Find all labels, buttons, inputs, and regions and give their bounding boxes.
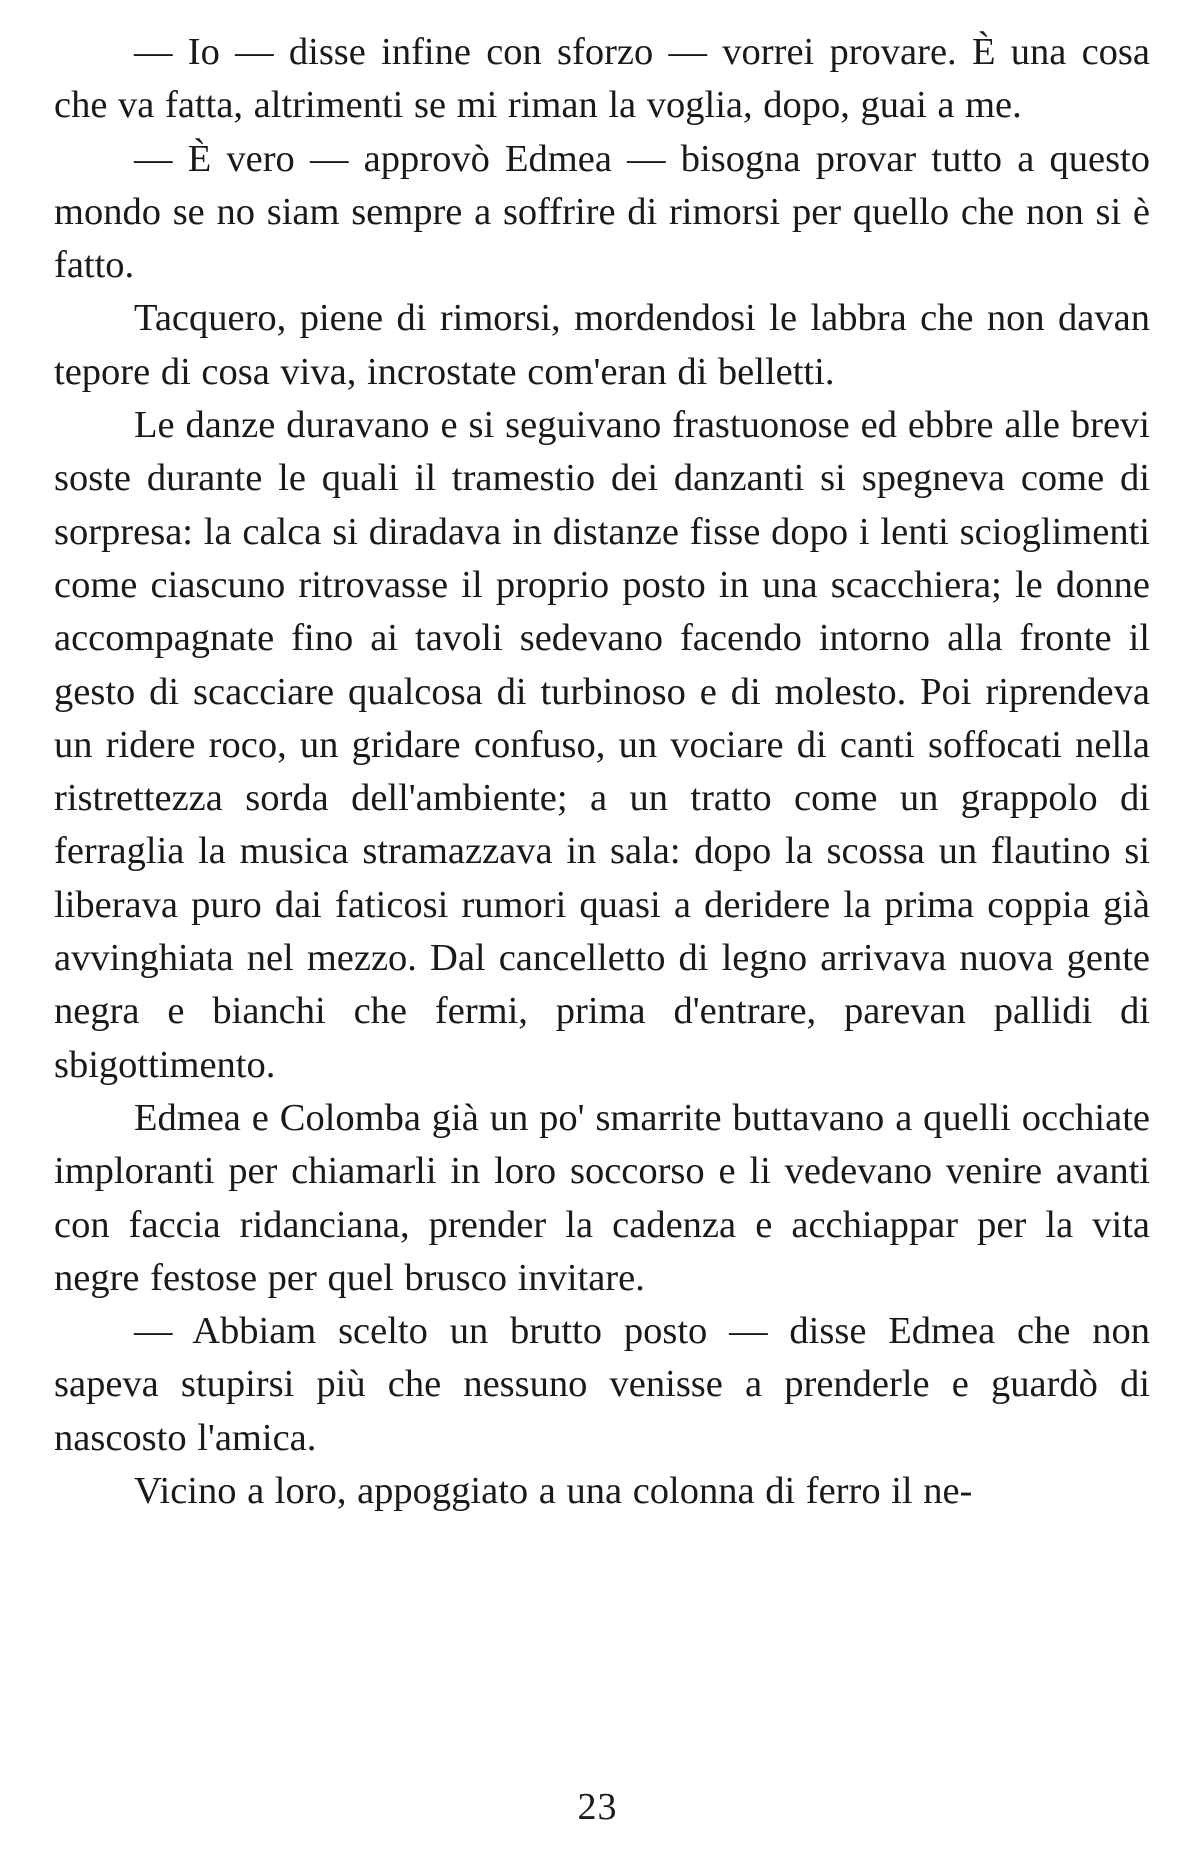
paragraph-danze: Le danze duravano e si seguivano frastuonose ed ebbre alle brevi soste durante le quali il tramestio dei danzanti si spegneva come di sorpresa: la calca si diradava in distanze fisse dopo i lenti scioglimenti come ciascuno ritrovasse il proprio posto in una scacchiera; le donne accompagnate fino ai tavoli sedevano facendo intorno alla fronte il gesto di scacciare qualcosa di turbinoso e di molesto. Poi riprendeva un ridere roco, un gridare confuso, un vociare di canti soffocati nella ristrettezza sorda dell'ambiente; a un tratto come un grappolo di ferraglia la musica stramazzava in sala: dopo la scossa un flautino si liberava puro dai faticosi rumori quasi a deridere la prima coppia già avvinghiata nel mezzo. Dal cancelletto di legno arrivava nuova gente negra e bianchi che fermi, prima d'entrare, parevan pallidi di sbigottimento.	[54, 404, 1150, 1086]
paragraph-dialogue-edmea: — È vero — approvò Edmea — bisogna provar tutto a questo mondo se no siam sempre a soffrire di rimorsi per quello che non si è fatto.	[54, 137, 1150, 287]
paragraph-vicino: Vicino a loro, appoggiato a una colonna di ferro il ne-	[134, 1470, 973, 1513]
paragraph-tacquero: Tacquero, piene di rimorsi, mordendosi le labbra che non davan tepore di cosa viva, incrostate com'eran di belletti.	[54, 297, 1150, 393]
page-number: 23	[577, 1786, 618, 1828]
paragraph-brutto-posto: — Abbiam scelto un brutto posto — disse Edmea che non sapeva stupirsi più che nessuno venisse a prenderle e guardò di nascosto l'amica.	[54, 1310, 1150, 1459]
paragraph-edmea-colomba: Edmea e Colomba già un po' smarrite buttavano a quelli occhiate imploranti per chiamarli in loro soccorso e li vedevano venire avanti con faccia ridanciana, prender la cadenza e acchiappar per la vita negre festose per quel brusco invitare.	[54, 1096, 1150, 1299]
paragraph-dialogue-io: — Io — disse infine con sforzo — vorrei provare. È una cosa che va fatta, altrimenti se mi riman la voglia, dopo, guai a me.	[54, 31, 1150, 127]
body-text	[54, 26, 1150, 1518]
